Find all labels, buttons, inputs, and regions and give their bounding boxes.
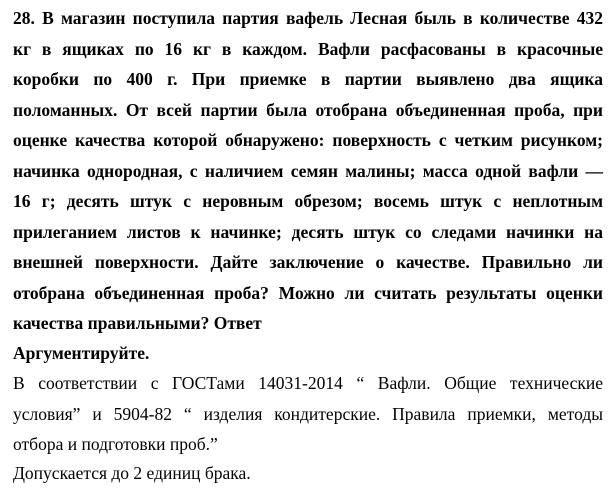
- question-line: коробки по 400 г. При приемке в партии выявлено два ящика: [13, 69, 603, 89]
- task-question: [13, 3, 603, 339]
- question-line: отобрана объединенная проба? Можно ли считать результаты оценки: [13, 282, 603, 303]
- question-line: качества правильными? Ответ: [13, 313, 262, 333]
- answer-line: условия” и 5904-82 “ изделия кондитерские. Правила приемки, методы: [13, 403, 603, 424]
- question-line: начинка однородная, с наличием семян малины; масса одной вафли —: [13, 160, 603, 181]
- defect-note: Допускается до 2 единиц брака.: [13, 463, 251, 483]
- answer-line: В соответствии с ГОСТами 14031-2014 “ Вафли. Общие технические: [13, 373, 603, 393]
- question-line: 16 г; десять штук с неровным обрезом; восемь штук с неплотным: [13, 191, 603, 211]
- question-line: 28. В магазин поступила партия вафель Лесная быль в количестве 432: [13, 8, 603, 28]
- question-line: поломанных. От всей партии была отобрана объединенная проба, при: [13, 99, 603, 120]
- answer-line: отбора и подготовки проб.”: [13, 434, 218, 454]
- argue-label: Аргументируйте.: [13, 343, 150, 363]
- question-line: оценке качества которой обнаружено: поверхность с четким рисунком;: [13, 130, 603, 150]
- question-line: внешней поверхности. Дайте заключение о качестве. Правильно ли: [13, 252, 603, 272]
- question-line: прилеганием листов к начинке; десять штук со следами начинки на: [13, 221, 603, 242]
- question-line: кг в ящиках по 16 кг в каждом. Вафли расфасованы в красочные: [13, 38, 603, 59]
- answer-text: [13, 368, 603, 460]
